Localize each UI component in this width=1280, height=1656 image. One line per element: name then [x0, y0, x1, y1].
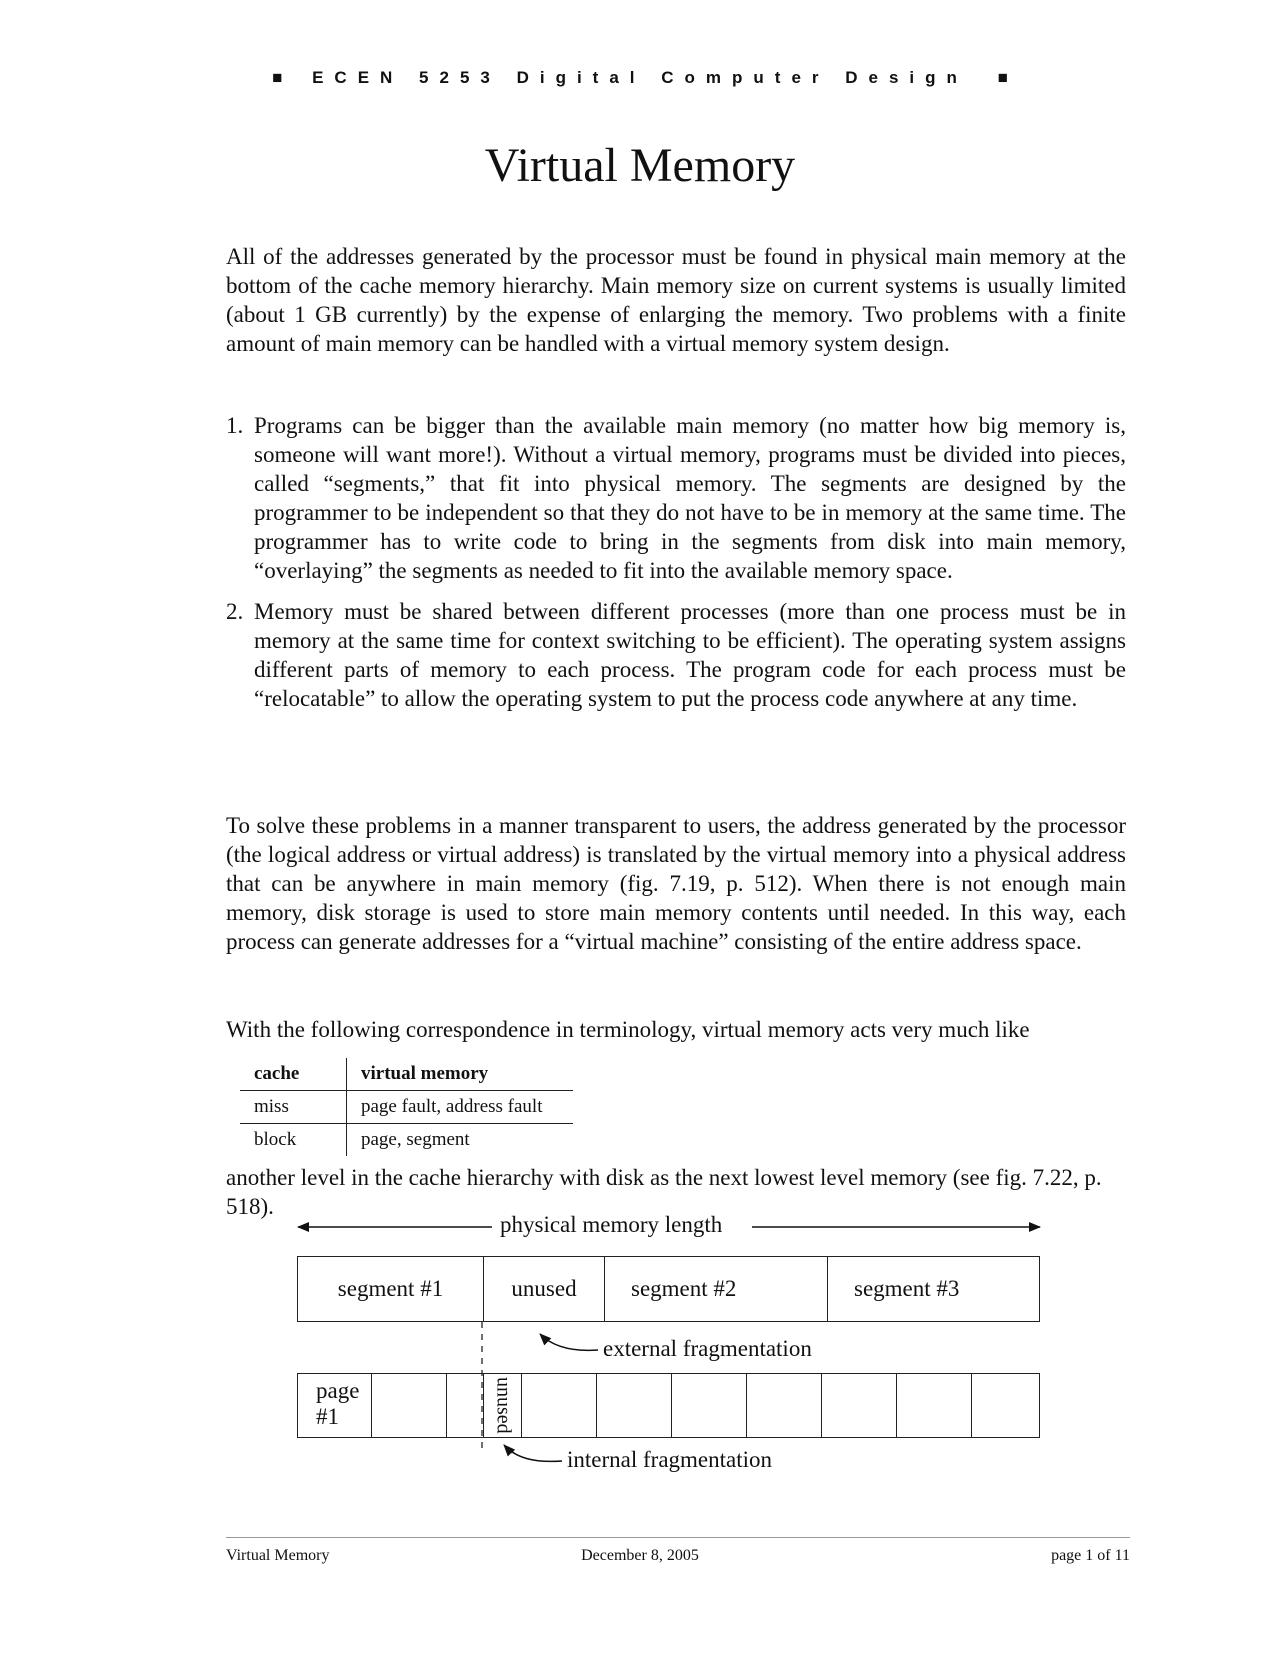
page-block	[522, 1374, 597, 1437]
correspondence-tail: another level in the cache hierarchy with disk as the next lowest level memory (see fig. 7.22, p. 518).	[226, 1165, 1102, 1219]
footer-left: Virtual Memory	[226, 1547, 330, 1564]
segment-block-3: segment #3	[854, 1276, 960, 1301]
course-title: ECEN 5253 Digital Computer Design	[312, 68, 968, 87]
external-arrow-icon	[540, 1334, 598, 1350]
header-bullet-left: ■	[272, 68, 283, 87]
segment-block-1: segment #1	[298, 1257, 484, 1321]
footer-rule	[226, 1537, 1130, 1538]
page-bar	[297, 1373, 1040, 1438]
list-number: 1.	[226, 413, 244, 438]
header-bullet-right: ■	[997, 68, 1008, 87]
footer-page-number: page 1 of 11	[1051, 1547, 1130, 1564]
segment-bar	[297, 1256, 1040, 1322]
page-block-1	[298, 1374, 372, 1437]
segment-block-2: segment #2	[605, 1257, 828, 1321]
page-block	[897, 1374, 972, 1437]
footer-date: December 8, 2005	[581, 1547, 699, 1564]
table-cell: miss	[240, 1091, 347, 1124]
list-text: Memory must be shared between different processes (more than one process must be in memory at the same time for context switching to be efficient). The operating system assigns different parts of memory to each process. The program code for each process must be “relocatable” to allow the operating system to put the process code anywhere at any time.	[254, 599, 1126, 711]
page-block	[372, 1374, 447, 1437]
page-block	[822, 1374, 897, 1437]
table-cell: block	[240, 1124, 347, 1157]
unused-block: unused	[484, 1257, 605, 1321]
physical-length-label: physical memory length	[500, 1212, 723, 1237]
page-block	[972, 1374, 1039, 1437]
unused-page-part	[483, 1374, 522, 1437]
page-block	[672, 1374, 747, 1437]
page-number: #1	[316, 1404, 339, 1429]
table-cell: page fault, address fault	[347, 1091, 574, 1124]
page-title: Virtual Memory	[484, 139, 796, 192]
page-block	[597, 1374, 672, 1437]
table-header-cache: cache	[240, 1058, 347, 1091]
table-header-virtual-memory: virtual memory	[347, 1058, 574, 1091]
internal-fragmentation-label: internal fragmentation	[567, 1447, 773, 1472]
page-block-partial	[447, 1374, 522, 1437]
unused-vertical-label: unused	[492, 1377, 515, 1434]
page-block	[747, 1374, 822, 1437]
table-cell: page, segment	[361, 1129, 470, 1150]
correspondence-lead: With the following correspondence in terminology, virtual memory acts very much like	[226, 1017, 1030, 1042]
list-number: 2.	[226, 599, 244, 624]
page-label: page	[316, 1378, 360, 1403]
solution-paragraph: To solve these problems in a manner transparent to users, the address generated by the processor (the logical address or virtual address) is translated by the virtual memory into a physical address that can be anywhere in main memory (fig. 7.19, p. 512). When there is not enough main memory, disk storage is used to store main memory contents until needed. In this way, each process can generate addresses for a “virtual machine” consisting of the entire address space.	[226, 813, 1126, 954]
intro-paragraph: All of the addresses generated by the processor must be found in physical main memory at the bottom of the cache memory hierarchy. Main memory size on current systems is usually limited (about 1 GB currently) by the expense of enlarging the memory. Two problems with a finite amount of main memory can be handled with a virtual memory system design.	[226, 244, 1126, 356]
external-fragmentation-label: external fragmentation	[603, 1336, 812, 1361]
list-text: Programs can be bigger than the available main memory (no matter how big memory is, someone will want more!). Without a virtual memory, programs must be divided into pieces, called “segments,” that fit into physical memory. The segments are designed by the programmer to be independent so that they do not have to be in memory at the same time. The programmer has to write code to bring in the segments from disk into main memory, “overlaying” the segments as needed to fit into the available memory space.	[254, 413, 1126, 583]
internal-arrow-icon	[504, 1445, 562, 1461]
